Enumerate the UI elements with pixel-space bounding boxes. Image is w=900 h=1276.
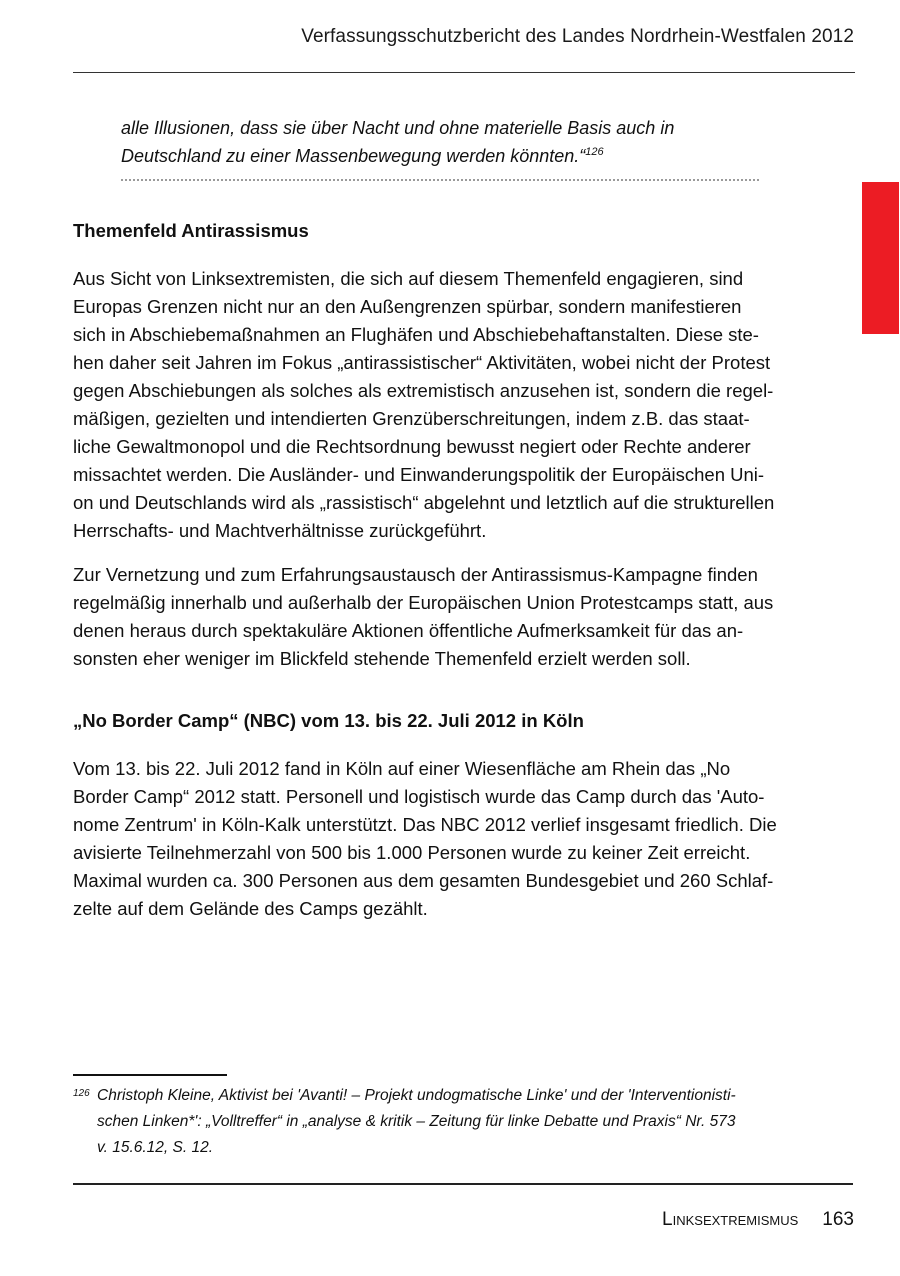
text-line: Zur Vernetzung und zum Erfahrungsaustausch der Antirassismus-Kampagne finden	[73, 564, 758, 585]
footer-rule	[73, 1183, 853, 1185]
footnote-line: Christoph Kleine, Aktivist bei 'Avanti! – Projekt undogmatische Linke' und der 'Interventionisti-	[97, 1087, 736, 1104]
page-footer	[662, 1209, 854, 1231]
block-quote	[121, 114, 761, 173]
paragraph-antirassismus-2	[73, 561, 808, 673]
text-line: gegen Abschiebungen als solches als extremistisch anzusehen ist, sondern die regel-	[73, 380, 774, 401]
quote-line: alle Illusionen, dass sie über Nacht und ohne materielle Basis auch in	[121, 118, 675, 138]
text-line: mäßigen, gezielten und intendierten Grenzüberschreitungen, indem z.B. das staat-	[73, 408, 750, 429]
text-line: sonsten eher weniger im Blickfeld stehende Themenfeld erzielt werden soll.	[73, 648, 691, 669]
section-heading-antirassismus: Themenfeld Antirassismus	[73, 220, 309, 241]
text-line: hen daher seit Jahren im Fokus „antirassistischer“ Aktivitäten, wobei nicht der Protest	[73, 352, 771, 373]
section-heading-no-border-camp: „No Border Camp“ (NBC) vom 13. bis 22. Juli 2012 in Köln	[73, 710, 584, 731]
text-line: Border Camp“ 2012 statt. Personell und logistisch wurde das Camp durch das 'Auto-	[73, 786, 765, 807]
text-line: denen heraus durch spektakuläre Aktionen öffentliche Aufmerksamkeit für das an-	[73, 620, 744, 641]
header-rule	[73, 72, 855, 73]
text-line: Maximal wurden ca. 300 Personen aus dem gesamten Bundesgebiet und 260 Schlaf-	[73, 870, 774, 891]
quote-divider	[121, 179, 759, 181]
text-line: avisierte Teilnehmerzahl von 500 bis 1.000 Personen wurde zu keiner Zeit erreicht.	[73, 842, 751, 863]
footnote-number: 126	[73, 1088, 90, 1099]
text-line: Aus Sicht von Linksextremisten, die sich auf diesem Themenfeld engagieren, sind	[73, 268, 744, 289]
text-line: Herrschafts- und Machtverhältnisse zurückgeführt.	[73, 520, 487, 541]
footnote-line: schen Linken*': „Volltreffer“ in „analyse & kritik – Zeitung für linke Debatte und Praxis“ Nr. 573	[97, 1113, 736, 1130]
chapter-marker-tab	[862, 182, 899, 334]
paragraph-antirassismus-1	[73, 265, 808, 545]
paragraph-no-border-camp	[73, 755, 808, 923]
text-line: nome Zentrum' in Köln-Kalk unterstützt. Das NBC 2012 verlief insgesamt friedlich. Die	[73, 814, 777, 835]
footnote-rule	[73, 1074, 227, 1076]
text-line: regelmäßig innerhalb und außerhalb der Europäischen Union Protestcamps statt, aus	[73, 592, 774, 613]
page-number: 163	[822, 1209, 854, 1230]
footnote-126	[73, 1083, 813, 1161]
text-line: on und Deutschlands wird als „rassistisch“ abgelehnt und letztlich auf die strukturellen	[73, 492, 775, 513]
footnote-reference[interactable]: 126	[585, 146, 604, 158]
text-line: missachtet werden. Die Ausländer- und Einwanderungspolitik der Europäischen Uni-	[73, 464, 765, 485]
text-line: zelte auf dem Gelände des Camps gezählt.	[73, 898, 428, 919]
text-line: Vom 13. bis 22. Juli 2012 fand in Köln auf einer Wiesenfläche am Rhein das „No	[73, 758, 731, 779]
running-header: Verfassungsschutzbericht des Landes Nordrhein-Westfalen 2012	[301, 26, 854, 47]
text-line: sich in Abschiebemaßnahmen an Flughäfen und Abschiebehaftanstalten. Diese ste-	[73, 324, 759, 345]
footer-section-name: Linksextremismus	[662, 1209, 799, 1230]
text-line: Europas Grenzen nicht nur an den Außengrenzen spürbar, sondern manifestieren	[73, 296, 742, 317]
text-line: liche Gewaltmonopol und die Rechtsordnung bewusst negiert oder Rechte anderer	[73, 436, 751, 457]
quote-line: Deutschland zu einer Massenbewegung werden könnten.“	[121, 146, 586, 166]
footnote-line: v. 15.6.12, S. 12.	[97, 1139, 214, 1156]
